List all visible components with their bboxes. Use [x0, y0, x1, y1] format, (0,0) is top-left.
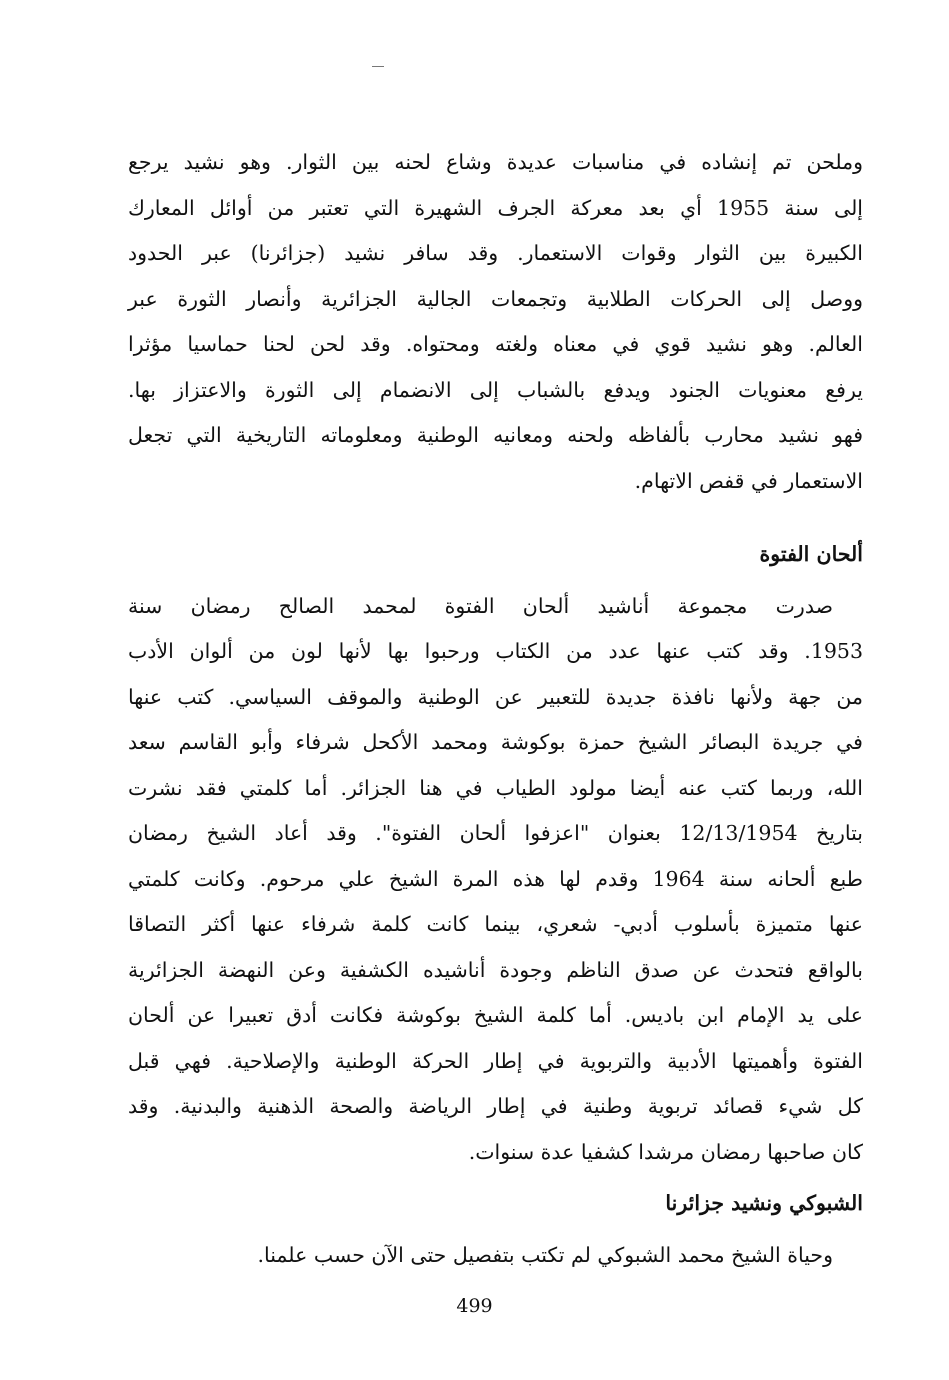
paragraph-line: كل شيء قصائد تربوية وطنية في إطار الرياضة والصحة الذهنية والبدنية. وقد — [128, 1094, 863, 1118]
paragraph-line: بتاريخ 12/13/1954 بعنوان "اعزفوا ألحان الفتوة". وقد أعاد الشيخ رمضان — [128, 821, 863, 845]
paragraph-line: كان صاحبها رمضان مرشدا كشفيا عدة سنوات. — [468, 1139, 863, 1164]
paragraph-line: من جهة ولأنها نافذة جديدة للتعبير عن الوطنية والموقف السياسي. كتب عنها — [128, 684, 863, 709]
page-body — [128, 140, 863, 1278]
paragraph-line: يرفع معنويات الجنود ويدفع بالشباب إلى الانضمام إلى الثورة والاعتزاز بها. — [128, 377, 863, 402]
paragraph-line: 1953. وقد كتب عنها عدد من الكتاب ورحبوا بها لأنها لون من ألوان الأدب — [128, 639, 863, 663]
paragraph-line: طبع ألحانه سنة 1964 وقدم لها هذه المرة الشيخ علي مرحوم. وكانت كلمتي — [128, 866, 863, 891]
paragraph-line: ووصل إلى الحركات الطلابية وتجمعات الجالية الجزائرية وأنصار الثورة عبر — [128, 286, 863, 311]
top-mark — [372, 66, 384, 67]
paragraph-3 — [128, 1233, 863, 1279]
paragraph-line: الكبيرة بين الثوار وقوات الاستعمار. وقد سافر نشيد (جزائرنا) عبر الحدود — [128, 241, 863, 265]
paragraph-line: وملحن تم إنشاده في مناسبات عديدة وشاع لحنه بين الثوار. وهو نشيد يرجع — [128, 150, 863, 174]
paragraph-line: على يد الإمام ابن باديس. أما كلمة الشيخ بوكوشة فكانت أدق تعبيرا عن ألحان — [128, 1003, 863, 1027]
paragraph-line: عنها متميزة بأسلوب أدبي- شعري، بينما كانت كلمة شرفاء عنها أكثر التصاقا — [128, 912, 863, 936]
paragraph-line: فهو نشيد محارب بألفاظه ولحنه ومعانيه الوطنية ومعلوماته التاريخية التي تجعل — [128, 423, 863, 447]
paragraph-line: الاستعمار في قفص الاتهام. — [634, 468, 863, 493]
paragraph-line: وحياة الشيخ محمد الشبوكي لم تكتب بتفصيل حتى الآن حسب علمنا. — [257, 1242, 833, 1267]
paragraph-line: إلى سنة 1955 أي بعد معركة الجرف الشهيرة التي تعتبر من أوائل المعارك — [128, 195, 864, 220]
paragraph-line: الفتوة وأهميتها الأدبية والتربوية في إطار الحركة الوطنية والإصلاحية. فهي قبل — [128, 1048, 863, 1073]
paragraph-2 — [128, 584, 863, 1176]
section-heading: الشبوكي ونشيد جزائرنا — [665, 1191, 863, 1215]
paragraph-line: الله، وربما كتب عنه أيضا مولود الطياب في هنا الجزائر. أما كلمتي فقد نشرت — [128, 775, 863, 800]
paragraph-line: صدرت مجموعة أناشيد ألحان الفتوة لمحمد الصالح رمضان سنة — [128, 593, 833, 618]
paragraph-line: في جريدة البصائر الشيخ حمزة بوكوشة ومحمد الأكحل شرفاء وأبو القاسم سعد — [128, 730, 863, 754]
section-heading: ألحان الفتوة — [759, 542, 863, 566]
paragraph-line: بالواقع فتحدث عن صدق الناظم وجودة أناشيده الكشفية وعن النهضة الجزائرية — [128, 957, 863, 982]
paragraph-line: العالم. وهو نشيد قوي في معناه ولغته ومحتواه. وقد لحن لحنا حماسيا مؤثرا — [128, 332, 863, 356]
paragraph-1 — [128, 140, 863, 504]
page-number: 499 — [456, 1295, 493, 1317]
